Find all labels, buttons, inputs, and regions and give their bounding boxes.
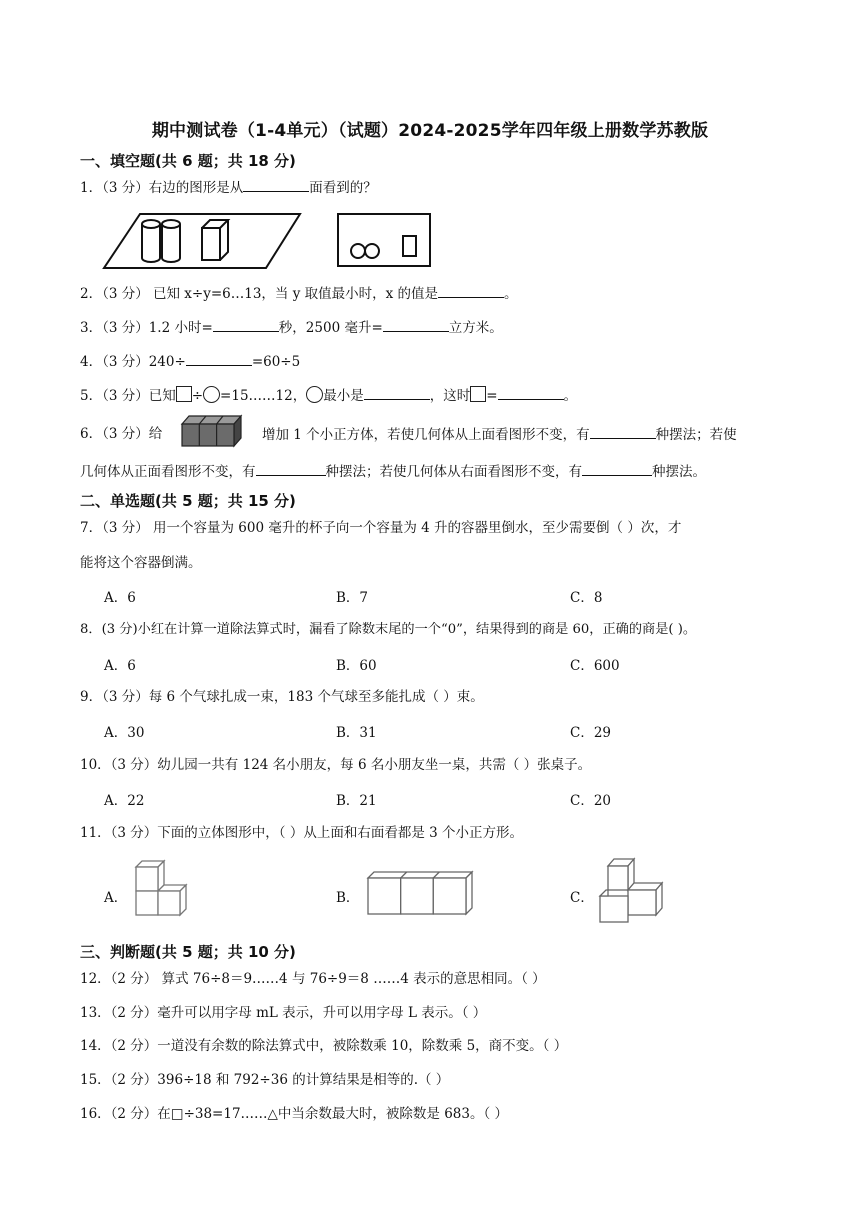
page-title: 期中测试卷（1-4单元）（试题）2024-2025学年四年级上册数学苏教版 — [151, 121, 709, 141]
question-16: 16．（2 分）在□÷38=17……△中当余数最大时，被除数是 683。（ ） — [80, 1106, 509, 1122]
question-3-text-mid: 秒，2500 毫升= — [278, 320, 383, 336]
answer-blank[interactable] — [383, 317, 449, 332]
question-5-then-text: ，这时 — [429, 388, 471, 404]
option-b[interactable]: B．60 — [336, 658, 377, 674]
option-c[interactable]: C． — [570, 890, 594, 906]
question-12: 12．（2 分） 算式 76÷8＝9……4 与 76÷9＝8 ……4 表示的意思相同。（ ） — [80, 971, 546, 987]
question-5-equation: =15……12， — [220, 388, 307, 404]
question-2-text-end: 。 — [504, 286, 518, 302]
question-3 — [80, 317, 503, 338]
option-a[interactable]: A．22 — [104, 793, 145, 809]
question-6-line-1-rest — [262, 424, 737, 445]
question-4-text-end: =60÷5 — [251, 354, 301, 370]
answer-blank[interactable] — [498, 385, 564, 400]
option-c[interactable]: C．8 — [570, 590, 603, 606]
answer-blank[interactable] — [590, 424, 656, 439]
question-3-text-end: 立方米。 — [448, 320, 503, 336]
cube-stack-a-figure — [126, 857, 196, 923]
question-2-text: 2．（3 分） 已知 x÷y=6…13，当 y 取值最小时，x 的值是 — [80, 286, 439, 302]
section-heading-single-choice: 二、单选题(共 5 题；共 15 分) — [80, 492, 296, 510]
three-cubes-icon — [180, 414, 246, 448]
option-b[interactable]: B．7 — [336, 590, 369, 606]
question-9: 9．（3 分）每 6 个气球扎成一束，183 个气球至多能扎成（ ）束。 — [80, 689, 484, 705]
option-b[interactable]: B． — [336, 890, 360, 906]
question-5-text-end: 。 — [563, 388, 578, 404]
square-symbol-icon — [176, 386, 192, 402]
question-6-text: 6．（3 分）给 — [80, 426, 163, 442]
question-4-text: 4．（3 分）240÷ — [80, 354, 186, 370]
question-1-figures — [100, 208, 440, 272]
option-b[interactable]: B．31 — [336, 725, 377, 741]
option-c[interactable]: C．600 — [570, 658, 620, 674]
option-a[interactable]: A．6 — [104, 658, 136, 674]
question-6-text-d: 种摆法；若使几何体从右面看图形不变，有 — [325, 464, 582, 480]
answer-blank[interactable] — [438, 283, 504, 298]
answer-blank[interactable] — [256, 461, 326, 476]
question-2 — [80, 283, 518, 304]
question-6-text-e: 种摆法。 — [652, 464, 706, 480]
equals-sign: = — [486, 388, 498, 404]
option-c[interactable]: C．20 — [570, 793, 612, 809]
option-a[interactable]: A．30 — [104, 725, 145, 741]
option-c[interactable]: C．29 — [570, 725, 612, 741]
option-a[interactable]: A．6 — [104, 590, 136, 606]
question-7-line-2: 能将这个容器倒满。 — [80, 555, 202, 571]
question-13: 13．（2 分）毫升可以用字母 mL 表示，升可以用字母 L 表示。（ ） — [80, 1005, 487, 1021]
question-6-text-c: 几何体从正面看图形不变，有 — [80, 464, 256, 480]
option-b[interactable]: B．21 — [336, 793, 377, 809]
question-6-line-2 — [80, 461, 706, 482]
answer-blank[interactable] — [186, 351, 252, 366]
circle-symbol-icon — [203, 386, 220, 403]
question-5-text: 5．（3 分）已知 — [80, 388, 176, 404]
square-symbol-icon — [470, 386, 486, 402]
cube-row-b-figure — [364, 868, 476, 918]
answer-blank[interactable] — [364, 385, 430, 400]
question-7-line-1: 7．（3 分） 用一个容量为 600 毫升的杯子向一个容量为 4 升的容器里倒水，至少需要倒（ ）次，才 — [80, 520, 682, 536]
question-1 — [80, 177, 377, 198]
answer-blank[interactable] — [213, 317, 279, 332]
question-1-text-end: 面看到的？ — [309, 180, 377, 196]
question-3-text: 3．（3 分）1.2 小时= — [80, 320, 213, 336]
question-6-line-1 — [80, 424, 162, 444]
view-result-figure — [338, 214, 430, 266]
question-14: 14．（2 分）一道没有余数的除法算式中，被除数乘 10，除数乘 5，商不变。（ ） — [80, 1038, 568, 1054]
section-heading-fill-blank: 一、填空题(共 6 题；共 18 分) — [80, 152, 296, 170]
question-6-text-b: 种摆法；若使 — [655, 427, 737, 443]
question-6-text-a: 增加 1 个小正方体，若使几何体从上面看图形不变，有 — [262, 427, 590, 443]
divide-sign: ÷ — [191, 388, 204, 404]
question-8: 8．(3 分)小红在计算一道除法算式时，漏看了除数末尾的一个“0”，结果得到的商是 60，正确的商是( )。 — [80, 622, 697, 637]
question-11: 11．（3 分）下面的立体图形中，（ ）从上面和右面看都是 3 个小正方形。 — [80, 825, 524, 841]
question-4 — [80, 351, 300, 372]
circle-symbol-icon — [306, 386, 323, 403]
answer-blank[interactable] — [582, 461, 652, 476]
question-5 — [80, 385, 577, 406]
question-10: 10．（3 分）幼儿园一共有 124 名小朋友，每 6 名小朋友坐一桌，共需（ ）张桌子。 — [80, 757, 592, 773]
section-heading-true-false: 三、判断题(共 5 题；共 10 分) — [80, 943, 296, 961]
cube-stack-c-figure — [596, 856, 668, 926]
answer-blank[interactable] — [243, 177, 309, 192]
question-1-text: 1．（3 分）右边的图形是从 — [80, 180, 244, 196]
question-15: 15．（2 分）396÷18 和 792÷36 的计算结果是相等的.（ ） — [80, 1072, 450, 1088]
cylinders-and-cube-on-plane — [104, 214, 300, 268]
option-a[interactable]: A． — [104, 890, 128, 906]
question-5-min-text: 最小是 — [323, 388, 364, 404]
